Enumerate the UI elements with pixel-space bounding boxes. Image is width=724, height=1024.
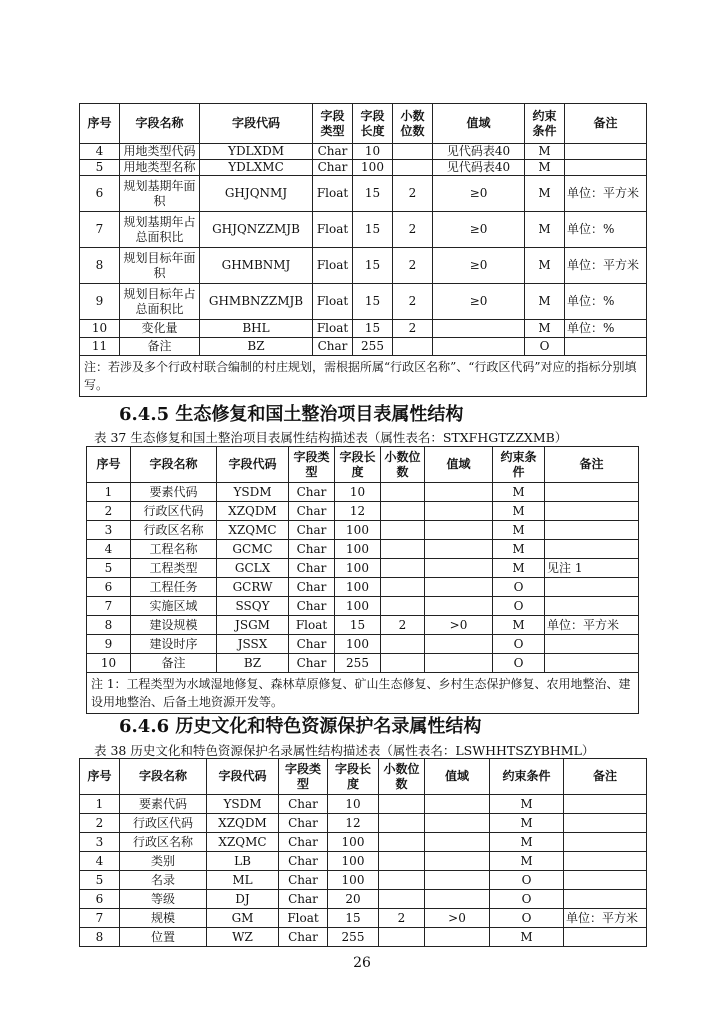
table-cell: XZQMC (207, 833, 279, 852)
table-cell: Char (289, 540, 335, 559)
table-cell: M (490, 928, 564, 947)
table-cell (564, 890, 647, 909)
table-cell: 行政区代码 (131, 502, 217, 521)
table-cell (545, 635, 639, 654)
table-cell: 用地类型代码 (120, 144, 200, 160)
table-cell: M (493, 616, 545, 635)
table-cell: 单位：% (565, 212, 647, 248)
table-cell: 等级 (120, 890, 207, 909)
table-cell: XZQMC (217, 521, 289, 540)
table-cell: 15 (335, 616, 381, 635)
table-cell: 1 (80, 795, 120, 814)
table-cell: 100 (353, 160, 393, 176)
table-cell (381, 559, 425, 578)
table-cell (381, 483, 425, 502)
table-row (87, 597, 639, 616)
section-heading-645: 6.4.5 生态修复和国土整治项目表属性结构 (119, 404, 464, 425)
table-cell: Char (313, 144, 353, 160)
table-cell: XZQDM (207, 814, 279, 833)
column-header: 字段名称 (120, 759, 207, 795)
table-cell: 2 (80, 814, 120, 833)
column-header: 约束条件 (493, 447, 545, 483)
table-cell: JSSX (217, 635, 289, 654)
table-row (80, 248, 647, 284)
table-cell: Float (313, 176, 353, 212)
table-cell: 单位：% (565, 284, 647, 320)
table-cell: 100 (328, 871, 379, 890)
table-cell: 要素代码 (120, 795, 207, 814)
table-cell: 7 (80, 909, 120, 928)
table-cell: ≥0 (433, 176, 525, 212)
table-cell (545, 654, 639, 673)
table-cell: 8 (80, 928, 120, 947)
table-cell: 单位：平方米 (545, 616, 639, 635)
table-row (87, 540, 639, 559)
column-header: 字段类型 (289, 447, 335, 483)
table-cell: 2 (393, 320, 433, 338)
table-row (87, 483, 639, 502)
table-cell: Char (279, 795, 328, 814)
table-cell (425, 928, 490, 947)
table-cell: 100 (335, 635, 381, 654)
table-cell: Char (289, 502, 335, 521)
table-cell: Char (289, 654, 335, 673)
column-header: 字段名称 (131, 447, 217, 483)
table-cell (425, 814, 490, 833)
table-cell (564, 928, 647, 947)
table-row (80, 795, 647, 814)
table-cell: 工程名称 (131, 540, 217, 559)
table-cell (379, 795, 425, 814)
table-note: 注 1：工程类型为水域湿地修复、森林草原修复、矿山生态修复、乡村生态保护修复、农用地整治、建设用地整治、后备土地资源开发等。 (87, 673, 639, 714)
column-header: 值域 (425, 759, 490, 795)
table-cell: >0 (425, 909, 490, 928)
table-cell: 100 (335, 540, 381, 559)
table-cell: 实施区域 (131, 597, 217, 616)
table-cell: 255 (335, 654, 381, 673)
column-header: 备注 (545, 447, 639, 483)
column-header: 字段长度 (353, 104, 393, 144)
table-cell: 2 (393, 212, 433, 248)
table-cell: GCRW (217, 578, 289, 597)
table-cell: 15 (353, 248, 393, 284)
table-cell: 要素代码 (131, 483, 217, 502)
table-cell: 15 (328, 909, 379, 928)
table-cell: M (490, 814, 564, 833)
table-cell: 20 (328, 890, 379, 909)
table-cell (379, 852, 425, 871)
table-cell: ML (207, 871, 279, 890)
table-cell: 见代码表40 (433, 144, 525, 160)
table-cell: 100 (328, 833, 379, 852)
table-cell: M (490, 795, 564, 814)
table-cell: 变化量 (120, 320, 200, 338)
table-row (80, 160, 647, 176)
table-cell: 1 (87, 483, 131, 502)
table-cell: 2 (381, 616, 425, 635)
table-cell: 8 (80, 248, 120, 284)
table-cell (381, 597, 425, 616)
table-cell: GCLX (217, 559, 289, 578)
table-cell: ≥0 (433, 212, 525, 248)
table-cell (545, 502, 639, 521)
column-header: 小数位数 (393, 104, 433, 144)
table-cell (565, 144, 647, 160)
table-cell: 类别 (120, 852, 207, 871)
table-cell: 2 (379, 909, 425, 928)
table-cell (425, 540, 493, 559)
table-cell: 10 (80, 320, 120, 338)
table-cell: 3 (87, 521, 131, 540)
table-cell (381, 540, 425, 559)
table-cell: WZ (207, 928, 279, 947)
table-cell: 单位：平方米 (564, 909, 647, 928)
table-row (80, 928, 647, 947)
table-cell: O (493, 578, 545, 597)
table-cell: BZ (200, 338, 313, 356)
table-cell: GCMC (217, 540, 289, 559)
table-cell: 9 (80, 284, 120, 320)
table-cell (565, 338, 647, 356)
table-cell (379, 890, 425, 909)
table-cell: 单位：% (565, 320, 647, 338)
table-cell: 见代码表40 (433, 160, 525, 176)
table-cell: 15 (353, 176, 393, 212)
table-cell: O (493, 654, 545, 673)
table-cell: Char (289, 635, 335, 654)
column-header: 约束条件 (525, 104, 565, 144)
table-cell (564, 833, 647, 852)
table-row (87, 635, 639, 654)
table-row (87, 616, 639, 635)
table-heritage (79, 758, 647, 947)
table-note: 注：若涉及多个行政村联合编制的村庄规划，需根据所属“行政区名称”、“行政区代码”对应的指标分别填写。 (80, 356, 647, 397)
table-cell: YDLXDM (200, 144, 313, 160)
table-cell: 建设时序 (131, 635, 217, 654)
column-header: 字段代码 (207, 759, 279, 795)
table-cell (425, 559, 493, 578)
table-cell (433, 338, 525, 356)
table-row (80, 144, 647, 160)
table-row (87, 578, 639, 597)
table-cell: 行政区名称 (120, 833, 207, 852)
table-cell: Float (313, 284, 353, 320)
table-cell: M (490, 833, 564, 852)
table-cell (425, 871, 490, 890)
column-header: 小数位数 (381, 447, 425, 483)
table-cell: M (493, 483, 545, 502)
table-cell (425, 483, 493, 502)
table-cell: 建设规模 (131, 616, 217, 635)
table-cell: M (525, 284, 565, 320)
table-cell: M (525, 248, 565, 284)
table-cell: 规划目标年占总面积比 (120, 284, 200, 320)
table-eco-restoration (86, 446, 639, 714)
table-cell (393, 144, 433, 160)
table-cell: Float (279, 909, 328, 928)
table-cell: 规模 (120, 909, 207, 928)
table-cell (545, 597, 639, 616)
table-row (80, 871, 647, 890)
table-cell: GM (207, 909, 279, 928)
table-cell: M (490, 852, 564, 871)
table-cell: Char (279, 814, 328, 833)
table-cell (425, 597, 493, 616)
table-cell: GHJQNZZMJB (200, 212, 313, 248)
column-header: 序号 (80, 104, 120, 144)
table-cell: Char (279, 852, 328, 871)
table-cell: 100 (335, 559, 381, 578)
table-cell: 255 (353, 338, 393, 356)
table-cell: M (525, 212, 565, 248)
table-cell: 位置 (120, 928, 207, 947)
table-cell (379, 833, 425, 852)
table-cell: 15 (353, 212, 393, 248)
table-cell: 用地类型名称 (120, 160, 200, 176)
table-cell (381, 521, 425, 540)
table-row (87, 521, 639, 540)
table-cell: M (493, 502, 545, 521)
table-cell (381, 635, 425, 654)
table-cell: >0 (425, 616, 493, 635)
table-cell: YSDM (217, 483, 289, 502)
column-header: 序号 (87, 447, 131, 483)
table-cell: M (525, 144, 565, 160)
table-row (80, 890, 647, 909)
table-cell (425, 502, 493, 521)
table-cell: 10 (87, 654, 131, 673)
table-cell: M (525, 176, 565, 212)
table-cell (425, 795, 490, 814)
table-cell: 工程类型 (131, 559, 217, 578)
table-cell: 11 (80, 338, 120, 356)
table-cell: 5 (80, 160, 120, 176)
table-cell (425, 635, 493, 654)
table-cell (565, 160, 647, 176)
column-header: 序号 (80, 759, 120, 795)
table-cell (381, 502, 425, 521)
table-cell: 255 (328, 928, 379, 947)
table-cell: 规划基期年面积 (120, 176, 200, 212)
table-cell: 5 (80, 871, 120, 890)
table-cell (564, 814, 647, 833)
column-header: 备注 (564, 759, 647, 795)
table-cell: 单位：平方米 (565, 248, 647, 284)
table-cell: O (493, 597, 545, 616)
table-row (80, 176, 647, 212)
table-row (80, 338, 647, 356)
table-cell: 7 (87, 597, 131, 616)
column-header: 值域 (433, 104, 525, 144)
table-cell: GHMBNMJ (200, 248, 313, 284)
table-cell: 100 (328, 852, 379, 871)
table-cell: Char (279, 833, 328, 852)
table-cell: 9 (87, 635, 131, 654)
table-cell: ≥0 (433, 248, 525, 284)
table-cell: 10 (335, 483, 381, 502)
table-cell (545, 521, 639, 540)
table-cell: 行政区名称 (131, 521, 217, 540)
table-cell: 12 (328, 814, 379, 833)
table-cell: GHMBNZZMJB (200, 284, 313, 320)
table-cell (393, 338, 433, 356)
table-land-use (79, 103, 647, 397)
table-row (80, 212, 647, 248)
table-cell (381, 654, 425, 673)
page-number: 26 (353, 955, 371, 971)
column-header: 字段类型 (279, 759, 328, 795)
table-cell: 单位：平方米 (565, 176, 647, 212)
table-cell: 100 (335, 521, 381, 540)
table-cell: 15 (353, 320, 393, 338)
column-header: 值域 (425, 447, 493, 483)
table-row (87, 654, 639, 673)
table-cell: M (525, 160, 565, 176)
table-cell (425, 654, 493, 673)
table-cell: 4 (80, 852, 120, 871)
table-cell: 6 (87, 578, 131, 597)
table-cell: 备注 (131, 654, 217, 673)
table-cell: Char (279, 871, 328, 890)
table-cell: Char (279, 890, 328, 909)
table-cell: BHL (200, 320, 313, 338)
table-cell: M (493, 559, 545, 578)
table-row (80, 320, 647, 338)
table-cell: Char (289, 559, 335, 578)
table-cell: Char (289, 483, 335, 502)
column-header: 字段类型 (313, 104, 353, 144)
table-cell: Float (313, 212, 353, 248)
table-row (87, 559, 639, 578)
table-cell: DJ (207, 890, 279, 909)
table-cell: 规划基期年占总面积比 (120, 212, 200, 248)
table-row (80, 852, 647, 871)
table-cell (545, 578, 639, 597)
table-cell: 10 (353, 144, 393, 160)
table-cell: 100 (335, 578, 381, 597)
table-cell: SSQY (217, 597, 289, 616)
table-cell: 7 (80, 212, 120, 248)
table-row (80, 909, 647, 928)
table-cell: GHJQNMJ (200, 176, 313, 212)
table-cell: ≥0 (433, 284, 525, 320)
table-cell: 名录 (120, 871, 207, 890)
table-cell (379, 814, 425, 833)
table-cell: O (525, 338, 565, 356)
table-cell: Char (289, 578, 335, 597)
column-header: 字段名称 (120, 104, 200, 144)
table-cell: 4 (87, 540, 131, 559)
table-cell: JSGM (217, 616, 289, 635)
table-cell: 2 (393, 248, 433, 284)
table-cell: Char (313, 338, 353, 356)
table-cell (433, 320, 525, 338)
table-cell (564, 852, 647, 871)
table-cell: Char (289, 521, 335, 540)
table-row (80, 284, 647, 320)
table-cell: 见注 1 (545, 559, 639, 578)
table-cell: O (493, 635, 545, 654)
table-cell (425, 578, 493, 597)
table-cell: 100 (335, 597, 381, 616)
table-cell (564, 871, 647, 890)
table-cell: 6 (80, 890, 120, 909)
table-cell (425, 833, 490, 852)
table-row (80, 833, 647, 852)
table-cell: M (493, 540, 545, 559)
table-cell (381, 578, 425, 597)
table-cell: O (490, 909, 564, 928)
table-caption-38: 表 38 历史文化和特色资源保护名录属性结构描述表（属性表名：LSWHHTSZYBHML） (94, 743, 595, 758)
column-header: 约束条件 (490, 759, 564, 795)
table-cell (425, 852, 490, 871)
table-row (80, 814, 647, 833)
table-cell: YSDM (207, 795, 279, 814)
column-header: 小数位数 (379, 759, 425, 795)
column-header: 字段代码 (200, 104, 313, 144)
table-cell: Char (313, 160, 353, 176)
table-cell (379, 871, 425, 890)
table-cell: 2 (393, 284, 433, 320)
table-cell: 3 (80, 833, 120, 852)
table-cell: Float (313, 320, 353, 338)
table-cell: 4 (80, 144, 120, 160)
table-row (87, 502, 639, 521)
table-cell: Char (289, 597, 335, 616)
table-cell: M (525, 320, 565, 338)
column-header: 字段长度 (335, 447, 381, 483)
table-cell: Char (279, 928, 328, 947)
table-cell: BZ (217, 654, 289, 673)
table-cell: XZQDM (217, 502, 289, 521)
table-cell (379, 928, 425, 947)
table-cell: 5 (87, 559, 131, 578)
table-cell (564, 795, 647, 814)
table-cell (425, 521, 493, 540)
table-cell: 2 (393, 176, 433, 212)
table-cell: 工程任务 (131, 578, 217, 597)
table-cell: 备注 (120, 338, 200, 356)
table-cell: 6 (80, 176, 120, 212)
table-cell: 12 (335, 502, 381, 521)
table-cell (545, 483, 639, 502)
table-cell: O (490, 890, 564, 909)
table-cell: 10 (328, 795, 379, 814)
table-cell: Float (313, 248, 353, 284)
table-cell: LB (207, 852, 279, 871)
table-cell: M (493, 521, 545, 540)
table-cell: 8 (87, 616, 131, 635)
table-cell: 行政区代码 (120, 814, 207, 833)
table-cell: YDLXMC (200, 160, 313, 176)
column-header: 备注 (565, 104, 647, 144)
column-header: 字段长度 (328, 759, 379, 795)
table-cell: 规划目标年面积 (120, 248, 200, 284)
table-caption-37: 表 37 生态修复和国土整治项目表属性结构描述表（属性表名：STXFHGTZZXMB） (94, 430, 568, 445)
table-cell: 2 (87, 502, 131, 521)
table-cell (425, 890, 490, 909)
column-header: 字段代码 (217, 447, 289, 483)
table-cell: O (490, 871, 564, 890)
table-cell (545, 540, 639, 559)
table-cell: Float (289, 616, 335, 635)
table-cell: 15 (353, 284, 393, 320)
section-heading-646: 6.4.6 历史文化和特色资源保护名录属性结构 (119, 716, 482, 737)
table-cell (393, 160, 433, 176)
